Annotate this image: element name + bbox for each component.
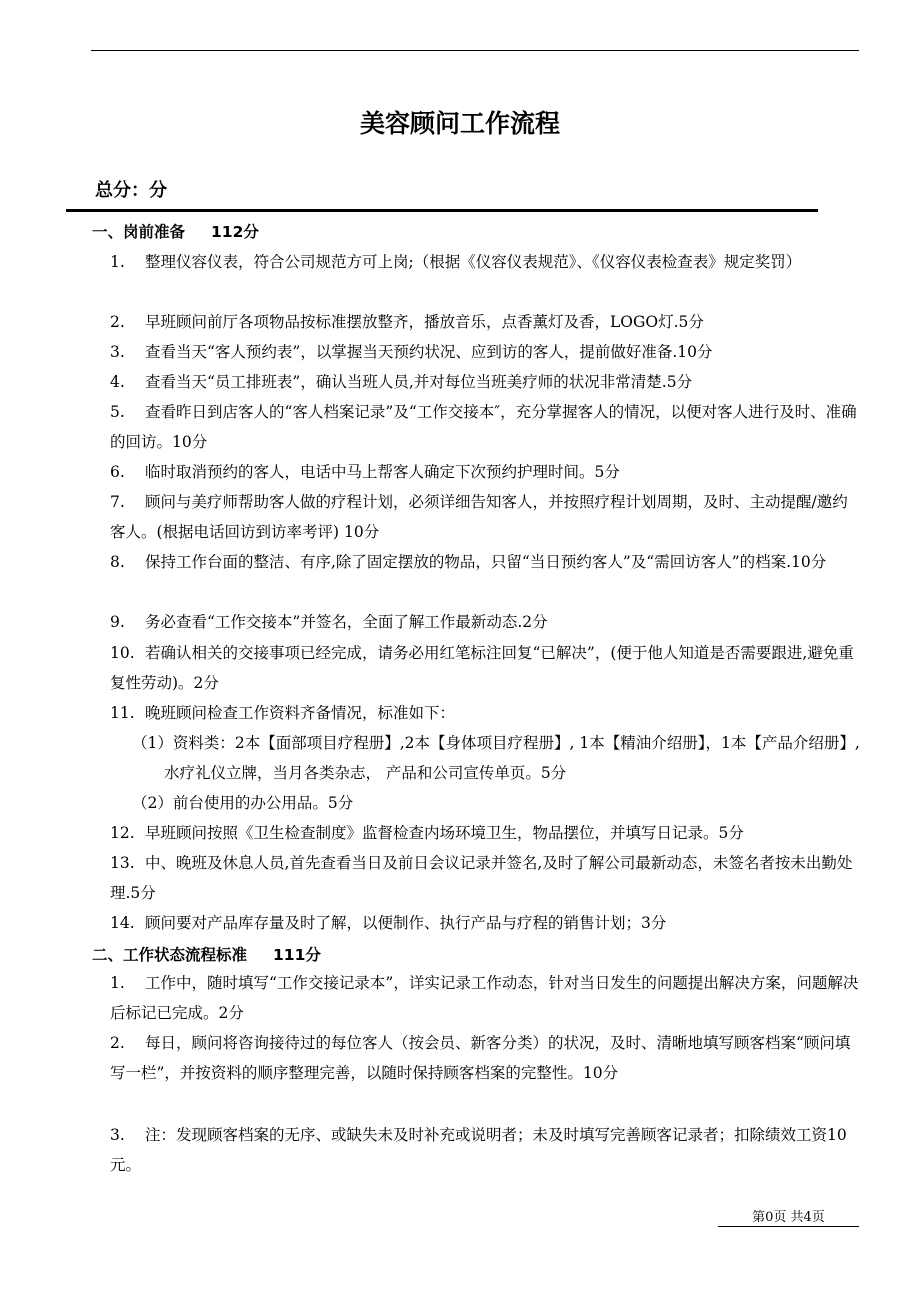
- list-item: [110, 457, 860, 487]
- list-item: [110, 307, 860, 337]
- item-number: 2.: [110, 313, 125, 331]
- list-item: [110, 908, 860, 938]
- item-number: 12.: [110, 824, 135, 842]
- section-title: 二、工作状态流程标准: [92, 946, 248, 964]
- sub-item: [132, 788, 860, 818]
- list-item: [110, 397, 860, 457]
- item-text: 查看当天“客人预约表”，以掌握当天预约状况、应到访的客人，提前做好准备.10分: [145, 343, 713, 361]
- item-number: 8.: [110, 553, 125, 571]
- list-item: [110, 1028, 860, 1088]
- item-number: 1.: [110, 974, 125, 992]
- item-number: 2.: [110, 1034, 125, 1052]
- item-number: 11.: [110, 704, 135, 722]
- total-score: 总分：分: [95, 180, 167, 201]
- item-number: 4.: [110, 373, 125, 391]
- page-title: 美容顾问工作流程: [359, 109, 560, 138]
- item-number: 1.: [110, 253, 125, 271]
- list-item: [110, 968, 860, 1028]
- item-text: 早班顾问按照《卫生检查制度》监督检查内场环境卫生，物品摆位，并填写日记录。5分: [145, 824, 744, 842]
- sub-item: [132, 728, 860, 788]
- section-score: 112分: [211, 223, 259, 241]
- title-rule: [66, 209, 818, 212]
- list-item: [110, 367, 860, 397]
- item-number: 10.: [110, 644, 135, 662]
- item-number: 3.: [110, 1126, 125, 1144]
- page-number: 第0页 共4页: [718, 1206, 859, 1227]
- item-text: 中、晚班及休息人员,首先查看当日及前日会议记录并签名,及时了解公司最新动态，未签名者按未出勤处理.5分: [110, 854, 853, 902]
- item-text: 保持工作台面的整洁、有序,除了固定摆放的物品，只留“当日预约客人”及“需回访客人”的档案.10分: [145, 553, 827, 571]
- item-number: 13.: [110, 854, 135, 872]
- item-text: 顾问要对产品库存量及时了解，以便制作、执行产品与疗程的销售计划；3分: [145, 914, 667, 932]
- list-item: [110, 848, 860, 908]
- item-text: 工作中，随时填写“工作交接记录本”，详实记录工作动态，针对当日发生的问题提出解决方案，问题解决后标记已完成。2分: [110, 974, 859, 1022]
- list-item: [110, 818, 860, 848]
- item-number: 14.: [110, 914, 135, 932]
- item-text: 临时取消预约的客人，电话中马上帮客人确定下次预约护理时间。5分: [145, 463, 620, 481]
- section-heading-1: [92, 220, 259, 242]
- item-number: 6.: [110, 463, 125, 481]
- item-text: 若确认相关的交接事项已经完成，请务必用红笔标注回复“已解决”，(便于他人知道是否需要跟进,避免重复性劳动)。2分: [110, 644, 854, 692]
- section-title: 一、岗前准备: [92, 223, 186, 241]
- list-item: [110, 247, 860, 277]
- item-text: 查看昨日到店客人的“客人档案记录”及“工作交接本″，充分掌握客人的情况，以便对客人进行及时、准确的回访。10分: [110, 403, 857, 451]
- list-item: [110, 547, 860, 577]
- item-text: 注：发现顾客档案的无序、或缺失未及时补充或说明者；未及时填写完善顾客记录者；扣除绩效工资10元。: [110, 1126, 847, 1174]
- list-item: [110, 607, 860, 637]
- item-number: 5.: [110, 403, 125, 421]
- item-text: 整理仪容仪表，符合公司规范方可上岗;（根据《仪容仪表规范》、《仪容仪表检查表》规定奖罚）: [145, 253, 802, 271]
- item-text: 早班顾问前厅各项物品按标准摆放整齐，播放音乐，点香薰灯及香，LOGO灯.5分: [145, 313, 704, 331]
- list-item: [110, 487, 860, 547]
- item-text: 顾问与美疗师帮助客人做的疗程计划，必须详细告知客人，并按照疗程计划周期，及时、主动提醒/邀约客人。(根据电话回访到访率考评) 10分: [110, 493, 848, 541]
- item-number: 9.: [110, 613, 125, 631]
- list-item: [110, 1120, 860, 1180]
- section-score: 111分: [273, 946, 321, 964]
- item-text: 务必查看“工作交接本”并签名，全面了解工作最新动态.2分: [145, 613, 548, 631]
- item-text: 晚班顾问检查工作资料齐备情况，标准如下：: [145, 704, 456, 722]
- section-heading-2: [92, 943, 321, 965]
- list-item: [110, 337, 860, 367]
- sub-item-text: （2）前台使用的办公用品。5分: [132, 794, 354, 812]
- item-number: 3.: [110, 343, 125, 361]
- list-item: [110, 638, 860, 698]
- item-number: 7.: [110, 493, 125, 511]
- header-rule: [91, 50, 859, 51]
- sub-item-text: （1）资料类：2本【面部项目疗程册】,2本【身体项目疗程册】, 1本【精油介绍册】，1本【产品介绍册】,水疗礼仪立牌，当月各类杂志， 产品和公司宣传单页。5分: [132, 734, 860, 782]
- item-text: 每日，顾问将咨询接待过的每位客人（按会员、新客分类）的状况，及时、清晰地填写顾客档案“顾问填写一栏”，并按资料的顺序整理完善，以随时保持顾客档案的完整性。10分: [110, 1034, 851, 1082]
- list-item: [110, 698, 860, 728]
- item-text: 查看当天“员工排班表”，确认当班人员,并对每位当班美疗师的状况非常清楚.5分: [145, 373, 693, 391]
